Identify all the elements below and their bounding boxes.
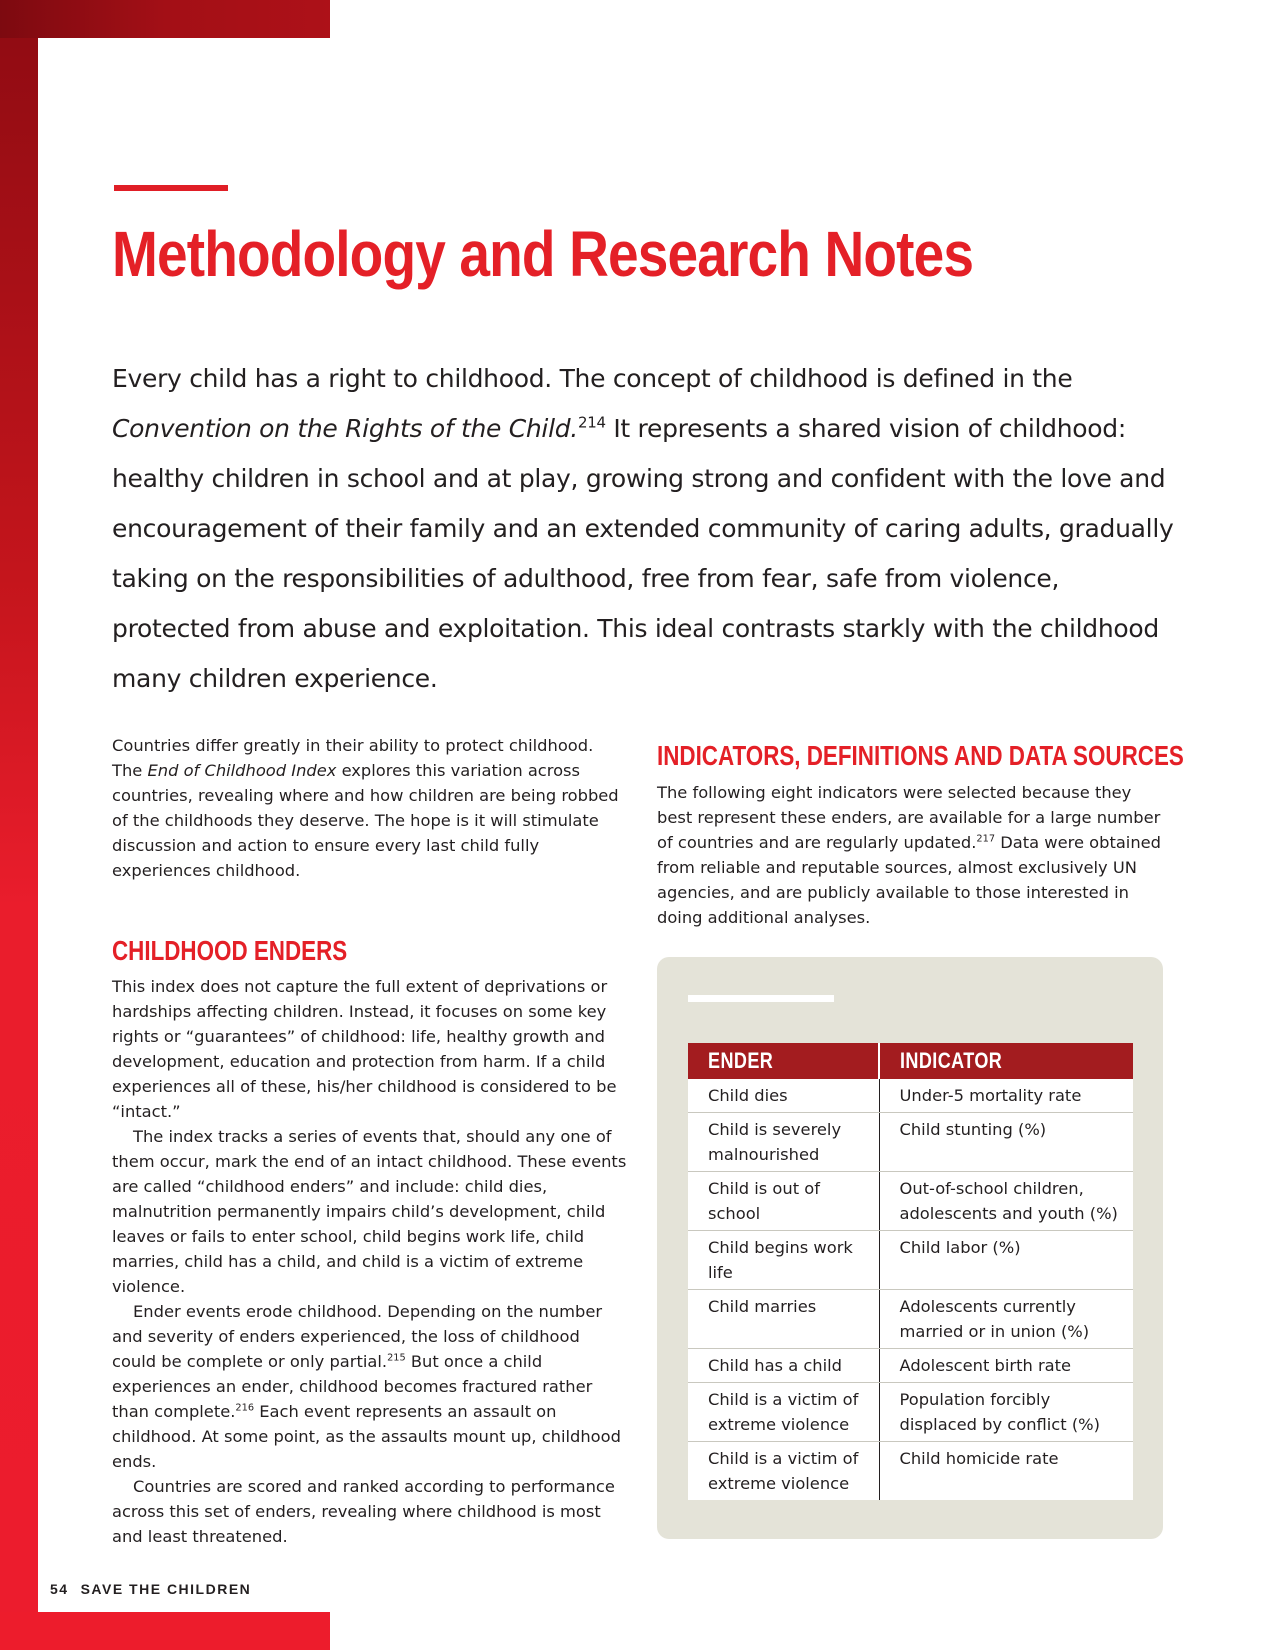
- top-red-band: [0, 0, 330, 38]
- enders-p3-text-1: Ender events erode childhood. Depending on the number and severity of enders experienced, the loss of childhood could be complete or only partial.: [112, 1302, 603, 1371]
- indicator-cell: Out-of-school children, adolescents and youth (%): [879, 1172, 1133, 1231]
- enders-p3-text-3: Each event represents an assault on childhood. At some point, as the assaults mount up, childhood ends.: [112, 1402, 621, 1471]
- ender-cell: Child has a child: [688, 1349, 879, 1383]
- enders-paragraph-2: The index tracks a series of events that, should any one of them occur, mark the end of an intact childhood. These events are called “childhood enders” and include: child dies, malnutrition permanently impairs child’s development, child leaves or fails to enter school, child begins work life, child marries, child has a child, and child is a victim of extreme violence.: [112, 1127, 627, 1296]
- table-row: [688, 1442, 1133, 1501]
- indicators-text-2: Data were obtained from reliable and reputable sources, almost exclusively UN agencies, and are publicly available to those interested in doing additional analyses.: [657, 833, 1161, 927]
- ender-cell: Child is a victim of extreme violence: [688, 1383, 879, 1442]
- indicators-paragraph: [657, 780, 1167, 930]
- left-intro-text-1: Countries differ greatly in their ability to protect childhood. The: [112, 736, 594, 780]
- ender-cell: Child begins work life: [688, 1231, 879, 1290]
- indicators-body: [657, 780, 1167, 930]
- enders-paragraph-4: Countries are scored and ranked according to performance across this set of enders, revealing where childhood is most and least threatened.: [112, 1477, 615, 1546]
- column-header-ender-label: ENDER: [708, 1048, 774, 1073]
- intro-footnote-ref: 214: [577, 413, 606, 432]
- bottom-red-band: [0, 1612, 330, 1650]
- ender-cell: Child is severely malnourished: [688, 1113, 879, 1172]
- left-intro-italic: End of Childhood Index: [147, 761, 337, 780]
- indicator-cell: Under-5 mortality rate: [879, 1079, 1133, 1113]
- title-rule: [114, 185, 228, 191]
- childhood-enders-body: [112, 974, 627, 1549]
- indicator-cell: Child homicide rate: [899, 1449, 1059, 1468]
- table-row: [688, 1290, 1133, 1349]
- indicator-cell: Population forcibly displaced by conflict (%): [879, 1383, 1133, 1442]
- indicators-text-1: The following eight indicators were selected because they best represent these enders, are available for a large number of countries and are regularly updated.: [657, 783, 1161, 852]
- enders-p3-text-2: But once a child experiences an ender, childhood becomes fractured rather than complete.: [112, 1352, 593, 1421]
- enders-footnote-ref-215: 215: [387, 1352, 406, 1364]
- childhood-enders-section: [112, 934, 627, 968]
- panel-rule: [688, 995, 834, 1002]
- left-intro-paragraph: [112, 733, 627, 883]
- indicator-cell: Adolescent birth rate: [879, 1349, 1133, 1383]
- left-intro-block: [112, 733, 627, 883]
- table-row: [688, 1231, 1133, 1290]
- indicator-cell: Child labor (%): [879, 1231, 1133, 1290]
- column-header-ender: [688, 1043, 879, 1079]
- ender-cell: Child is out of school: [688, 1172, 879, 1231]
- enders-footnote-ref-216: 216: [235, 1402, 255, 1414]
- publisher-name: SAVE THE CHILDREN: [80, 1581, 252, 1597]
- page-title: Methodology and Research Notes: [112, 218, 974, 290]
- left-intro-text-2: explores this variation across countries, revealing where and how children are being robbed of the childhoods they deserve. The hope is it will stimulate discussion and action to ensure every last child fully experiences childhood.: [112, 761, 619, 880]
- childhood-enders-heading: CHILDHOOD ENDERS: [112, 935, 348, 966]
- intro-italic-title: Convention on the Rights of the Child.: [112, 414, 578, 443]
- intro-paragraph: [112, 354, 1182, 704]
- table-row: [688, 1172, 1133, 1231]
- ender-indicator-table: [688, 1043, 1133, 1500]
- enders-paragraph-1: This index does not capture the full extent of deprivations or hardships affecting children. Instead, it focuses on some key rights or “guarantees” of childhood: life, healthy growth and development, education and protection from harm. If a child experiences all of these, his/her childhood is considered to be “intact.”: [112, 977, 617, 1121]
- intro-text-2: It represents a shared vision of childhood: healthy children in school and at play, growing strong and confident with the love and encouragement of their family and an extended community of caring adults, gradually taking on the responsibilities of adulthood, free from fear, safe from violence, protected from abuse and exploitation. This ideal contrasts starkly with the childhood many children experience.: [112, 414, 1174, 693]
- indicators-heading: INDICATORS, DEFINITIONS AND DATA SOURCES: [657, 740, 1184, 771]
- indicators-section: [657, 739, 1184, 773]
- column-header-indicator-label: INDICATOR: [900, 1048, 1003, 1073]
- table-row: [688, 1113, 1133, 1172]
- table-row: [688, 1349, 1133, 1383]
- indicator-cell: Child stunting (%): [879, 1113, 1133, 1172]
- page-footer: [50, 1581, 251, 1597]
- left-red-band: [0, 0, 38, 1650]
- intro-text-1: Every child has a right to childhood. The concept of childhood is defined in the: [112, 364, 1073, 393]
- table-row: [688, 1383, 1133, 1442]
- page-number: 54: [50, 1581, 69, 1597]
- indicators-footnote-ref-217: 217: [976, 833, 996, 845]
- ender-cell: Child dies: [688, 1079, 879, 1113]
- table-row: [688, 1079, 1133, 1113]
- indicator-cell: Adolescents currently married or in union (%): [879, 1290, 1133, 1349]
- enders-paragraph-3: [112, 1299, 627, 1474]
- column-header-indicator: [879, 1043, 1133, 1079]
- ender-cell: Child is a victim of extreme violence: [688, 1442, 879, 1501]
- table-header-row: [688, 1043, 1133, 1079]
- ender-cell: Child marries: [688, 1290, 879, 1349]
